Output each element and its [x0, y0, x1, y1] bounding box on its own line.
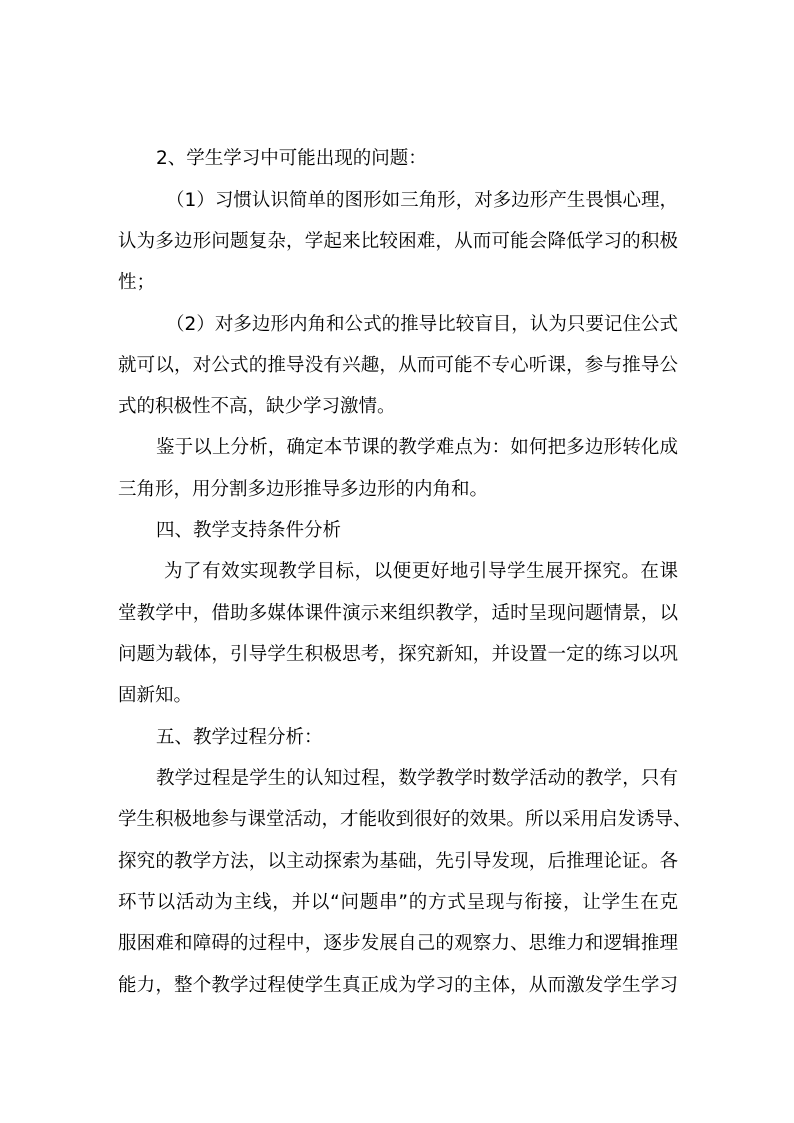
text-line: 问题为载体，引导学生积极思考，探究新知，并设置一定的练习以巩 [118, 644, 678, 665]
text-line: 认为多边形问题复杂，学起来比较困难，从而可能会降低学习的积极 [118, 231, 678, 252]
text-line: 教学过程是学生的认知过程，数学教学时数学活动的教学，只有 [156, 768, 678, 789]
text-line: 式的积极性不高，缺少学习激情。 [118, 396, 396, 417]
text-line: 2、学生学习中可能出现的问题： [156, 148, 427, 169]
text-line: 环节以活动为主线，并以“问题串”的方式呈现与衔接，让学生在克 [118, 892, 678, 913]
text-line: （2）对多边形内角和公式的推导比较盲目，认为只要记住公式 [166, 314, 678, 335]
section-heading: 四、教学支持条件分析 [156, 520, 342, 541]
text-line: 就可以，对公式的推导没有兴趣，从而可能不专心听课，参与推导公 [118, 355, 678, 376]
text-line: 探究的教学方法，以主动探索为基础，先引导发现，后推理论证。各 [118, 851, 678, 872]
section-heading: 五、教学过程分析： [156, 727, 323, 748]
text-line: 为了有效实现教学目标，以便更好地引导学生展开探究。在课 [164, 561, 678, 582]
text-line: 堂教学中，借助多媒体课件演示来组织教学，适时呈现问题情景，以 [118, 603, 678, 624]
text-line: 学生积极地参与课堂活动，才能收到很好的效果。所以采用启发诱导、 [118, 809, 692, 830]
text-line: （1）习惯认识简单的图形如三角形，对多边形产生畏惧心理， [166, 190, 678, 211]
text-line: 固新知。 [118, 685, 193, 706]
text-line: 能力，整个教学过程使学生真正成为学习的主体，从而激发学生学习 [118, 975, 678, 996]
text-line: 性； [118, 272, 156, 293]
text-line: 三角形，用分割多边形推导多边形的内角和。 [118, 479, 489, 500]
text-line: 鉴于以上分析，确定本节课的教学难点为：如何把多边形转化成 [156, 437, 678, 458]
text-line: 服困难和障碍的过程中，逐步发展自己的观察力、思维力和逻辑推理 [118, 933, 678, 954]
